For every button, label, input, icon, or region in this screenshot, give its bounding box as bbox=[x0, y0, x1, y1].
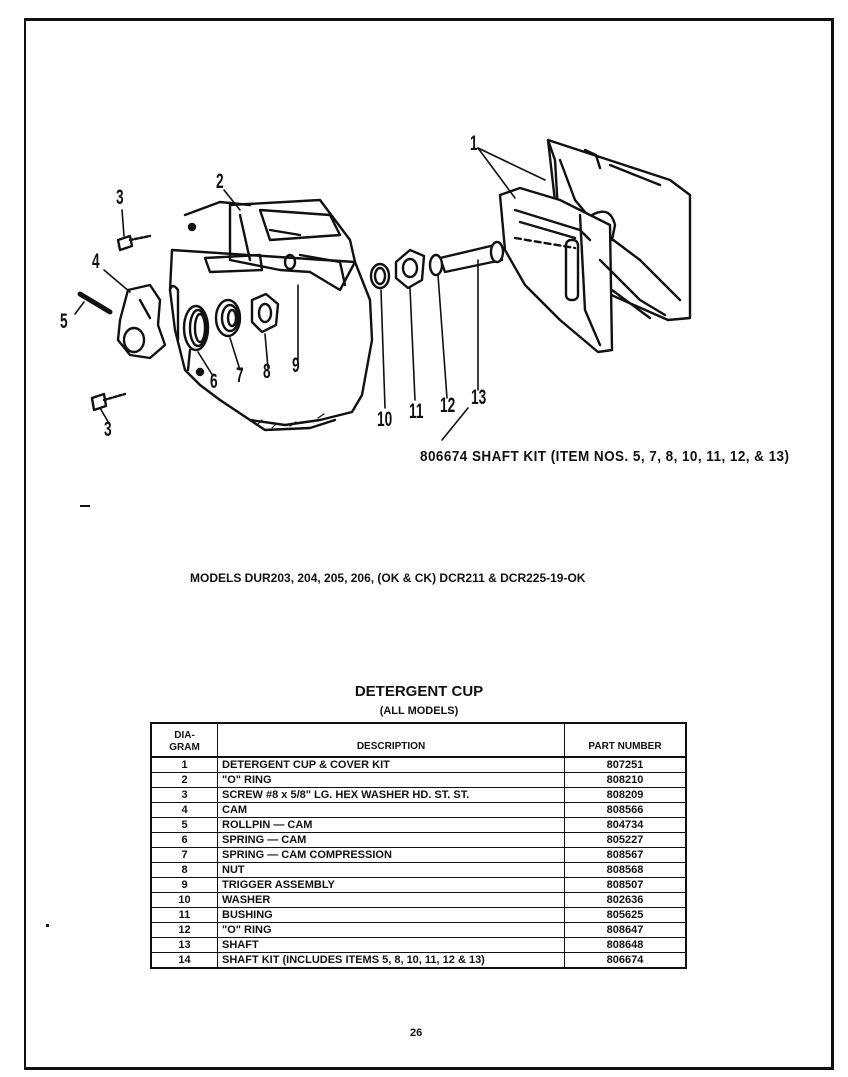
cell-part-number: 808210 bbox=[565, 773, 687, 788]
cell-description: SPRING — CAM COMPRESSION bbox=[218, 848, 565, 863]
cam bbox=[118, 285, 165, 358]
models-line: MODELS DUR203, 204, 205, 206, (OK & CK) DCR211 & DCR225-19-OK bbox=[190, 571, 586, 585]
cell-diagram: 1 bbox=[151, 757, 218, 773]
cell-diagram: 2 bbox=[151, 773, 218, 788]
callout-6: 6 bbox=[210, 370, 218, 393]
table-row bbox=[151, 773, 686, 788]
table-row bbox=[151, 863, 686, 878]
table-row bbox=[151, 878, 686, 893]
table-row bbox=[151, 893, 686, 908]
cell-diagram: 12 bbox=[151, 923, 218, 938]
table-title: DETERGENT CUP bbox=[354, 683, 484, 700]
cell-description: SHAFT bbox=[218, 938, 565, 953]
cell-part-number: 806674 bbox=[565, 953, 687, 969]
cell-description: SHAFT KIT (INCLUDES ITEMS 5, 8, 10, 11, 12 & 13) bbox=[218, 953, 565, 969]
callout-12: 12 bbox=[440, 394, 456, 417]
cell-diagram: 8 bbox=[151, 863, 218, 878]
cell-diagram: 3 bbox=[151, 788, 218, 803]
callout-8: 8 bbox=[263, 360, 271, 383]
cell-description: "O" RING bbox=[218, 773, 565, 788]
cell-diagram: 5 bbox=[151, 818, 218, 833]
nut bbox=[252, 294, 278, 332]
header-part-number: PART NUMBER bbox=[565, 723, 687, 757]
shaft-kit-caption: 806674 SHAFT KIT (ITEM NOS. 5, 7, 8, 10, 11, 12, & 13) bbox=[420, 448, 790, 465]
callout-5: 5 bbox=[60, 310, 68, 333]
cell-part-number: 805625 bbox=[565, 908, 687, 923]
table-row bbox=[151, 923, 686, 938]
cell-diagram: 7 bbox=[151, 848, 218, 863]
shaft-and-washers bbox=[371, 242, 503, 288]
cell-part-number: 802636 bbox=[565, 893, 687, 908]
cell-description: ROLLPIN — CAM bbox=[218, 818, 565, 833]
trigger-assembly bbox=[205, 200, 355, 290]
table-row bbox=[151, 788, 686, 803]
table-row bbox=[151, 938, 686, 953]
cell-description: BUSHING bbox=[218, 908, 565, 923]
cell-part-number: 808648 bbox=[565, 938, 687, 953]
callout-13: 13 bbox=[471, 386, 487, 409]
cell-description: WASHER bbox=[218, 893, 565, 908]
cell-description: CAM bbox=[218, 803, 565, 818]
cell-diagram: 14 bbox=[151, 953, 218, 969]
cell-part-number: 808647 bbox=[565, 923, 687, 938]
cell-description: SCREW #8 x 5/8" LG. HEX WASHER HD. ST. ST. bbox=[218, 788, 565, 803]
callout-3-bottom: 3 bbox=[104, 418, 112, 441]
cell-diagram: 13 bbox=[151, 938, 218, 953]
cell-description: "O" RING bbox=[218, 923, 565, 938]
header-diagram: DIA- GRAM bbox=[151, 723, 218, 757]
table-row bbox=[151, 953, 686, 969]
table-row bbox=[151, 757, 686, 773]
cell-part-number: 807251 bbox=[565, 757, 687, 773]
cell-description: SPRING — CAM bbox=[218, 833, 565, 848]
callout-2: 2 bbox=[216, 170, 224, 193]
table-row bbox=[151, 848, 686, 863]
table-row bbox=[151, 833, 686, 848]
table-row bbox=[151, 818, 686, 833]
page-number: 26 bbox=[410, 1027, 423, 1039]
cell-diagram: 11 bbox=[151, 908, 218, 923]
cell-part-number: 808507 bbox=[565, 878, 687, 893]
table-subtitle: (ALL MODELS) bbox=[379, 705, 459, 717]
cell-diagram: 9 bbox=[151, 878, 218, 893]
speck-mark bbox=[80, 505, 90, 507]
header-description: DESCRIPTION bbox=[218, 723, 565, 757]
cell-part-number: 808568 bbox=[565, 863, 687, 878]
cell-diagram: 4 bbox=[151, 803, 218, 818]
callout-10: 10 bbox=[377, 408, 393, 431]
cell-description: TRIGGER ASSEMBLY bbox=[218, 878, 565, 893]
cell-part-number: 808567 bbox=[565, 848, 687, 863]
table-row bbox=[151, 803, 686, 818]
table-row bbox=[151, 908, 686, 923]
cell-part-number: 808209 bbox=[565, 788, 687, 803]
parts-table bbox=[150, 722, 687, 969]
cell-part-number: 808566 bbox=[565, 803, 687, 818]
cell-diagram: 10 bbox=[151, 893, 218, 908]
speck-mark bbox=[46, 924, 49, 927]
callout-11: 11 bbox=[409, 400, 424, 423]
rollpin bbox=[80, 294, 110, 312]
callout-1: 1 bbox=[470, 132, 478, 155]
callout-7: 7 bbox=[236, 364, 244, 387]
cell-description: DETERGENT CUP & COVER KIT bbox=[218, 757, 565, 773]
cell-part-number: 805227 bbox=[565, 833, 687, 848]
callout-9: 9 bbox=[292, 354, 300, 377]
callout-4: 4 bbox=[92, 250, 100, 273]
spring-compression bbox=[216, 300, 240, 336]
exploded-parts-diagram bbox=[0, 0, 848, 520]
cell-description: NUT bbox=[218, 863, 565, 878]
cell-diagram: 6 bbox=[151, 833, 218, 848]
cell-part-number: 804734 bbox=[565, 818, 687, 833]
callout-3-top: 3 bbox=[116, 186, 124, 209]
